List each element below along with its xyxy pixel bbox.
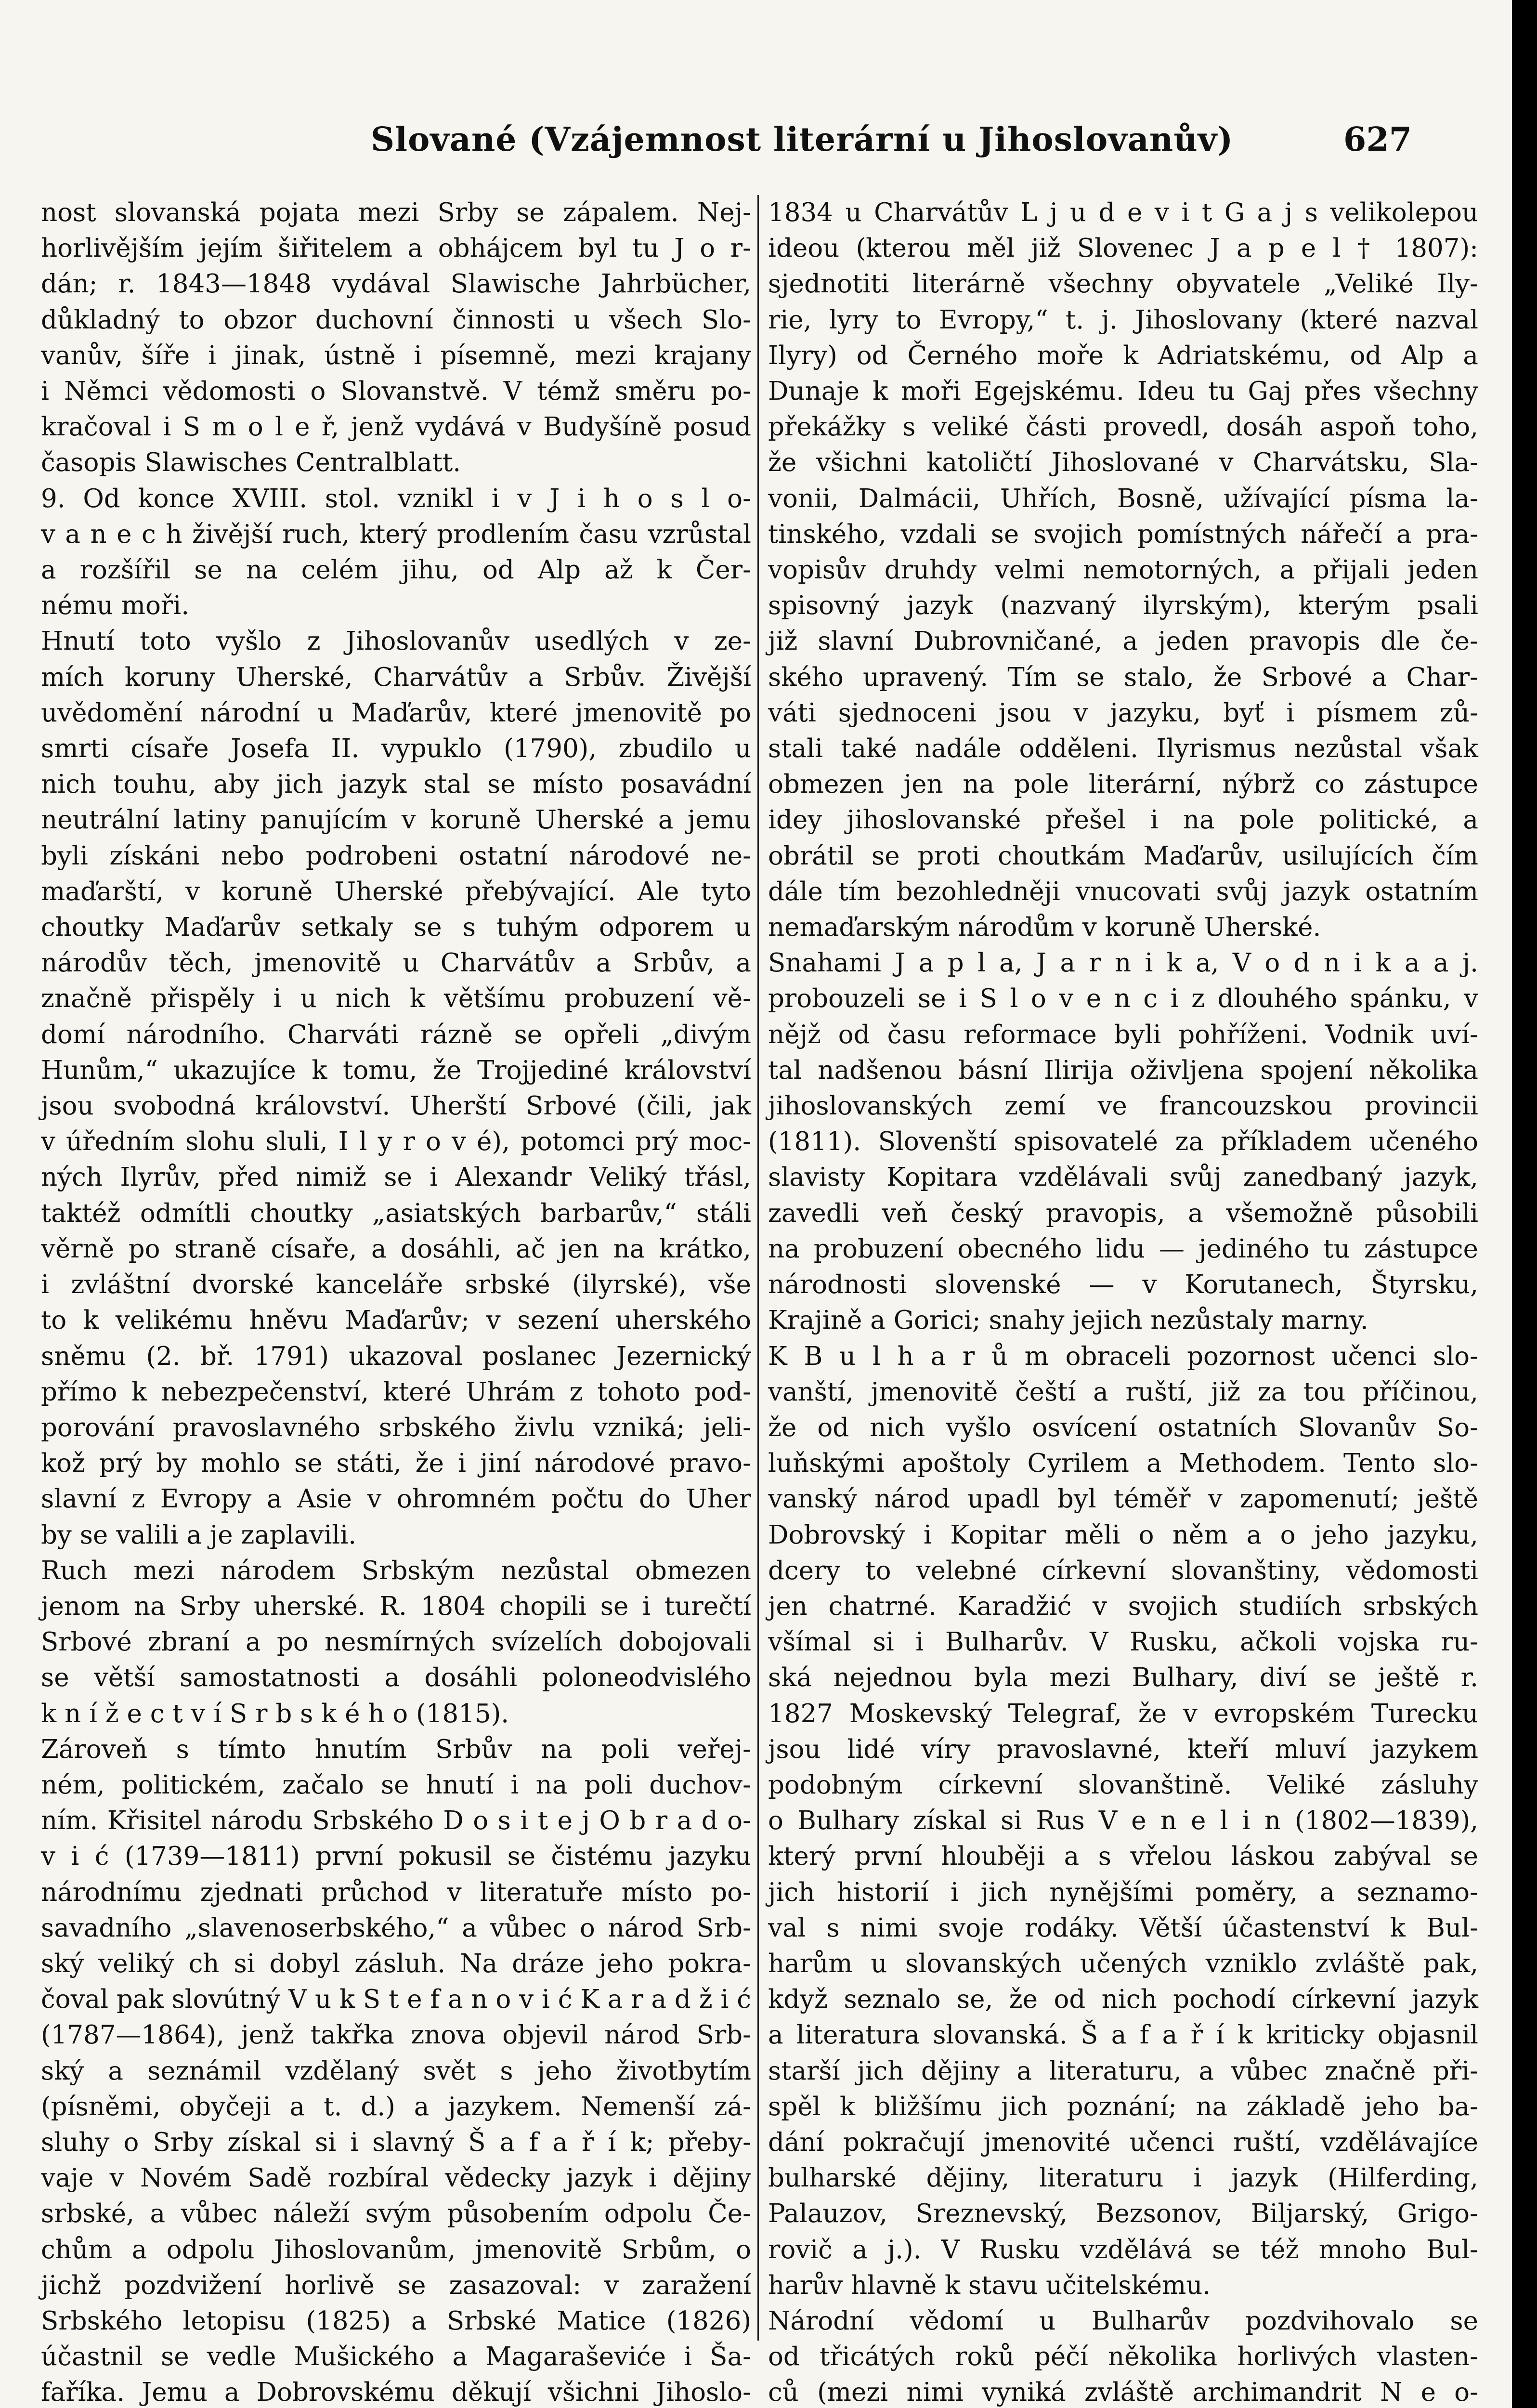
text-line: (písněmi, obyčeji a t. d.) a jazykem. Nemenší zá-	[41, 2092, 751, 2121]
text-line: že od nich vyšlo osvícení ostatních Slovanův So-	[768, 1413, 1478, 1442]
text-line: to k velikému hněvu Maďarův; v sezení uherského	[41, 1306, 751, 1335]
text-line: jsou lidé víry pravoslavné, kteří mluví jazykem	[768, 1734, 1478, 1764]
text-line: jen chatrné. Karadžić v svojich studiích srbských	[768, 1591, 1478, 1621]
text-line: Snahami J a p l a, J a r n i k a, V o d n i k a a j.	[768, 948, 1478, 978]
text-line: tinského, vzdali se svojich pomístných nářečí a pra-	[768, 519, 1478, 549]
text-line: národův těch, jmenovitě u Charvátův a Srbův, a	[41, 948, 751, 978]
text-line: se větší samostatnosti a dosáhli poloneodvislého	[41, 1663, 751, 1693]
text-line: 1827 Moskevský Telegraf, že v evropském Turecku	[768, 1699, 1478, 1728]
text-line: v i ć (1739—1811) první pokusil se čistému jazyku	[41, 1842, 751, 1871]
text-line: domí národního. Charváti rázně se opřeli „divým	[41, 1020, 751, 1049]
text-line: mích koruny Uherské, Charvátův a Srbův. Živější	[41, 662, 751, 692]
text-line: harův hlavně k stavu učitelskému.	[768, 2270, 1211, 2300]
text-line: když seznalo se, že od nich pochodí církevní jazyk	[768, 1985, 1478, 2015]
text-line: k n í ž e c t v í S r b s k é h o (1815).	[41, 1699, 509, 1728]
text-line: nějž od času reformace byli pohříženi. Vodnik uví-	[768, 1020, 1478, 1049]
text-line: vanští, jmenovitě čeští a ruští, již za tou příčinou,	[768, 1377, 1478, 1407]
text-line: starší jich dějiny a literaturu, a vůbec značně při-	[768, 2056, 1478, 2086]
text-line: maďarští, v koruně Uherské přebývající. Ale tyto	[41, 877, 751, 906]
text-line: savadního „slavenoserbského,“ a vůbec o národ Srb-	[41, 1913, 751, 1943]
text-line: nemaďarským národům v koruně Uherské.	[768, 913, 1321, 942]
text-line: ců (mezi nimi vyniká zvláště archimandrit N e o-	[768, 2378, 1478, 2408]
text-line: váti sjednoceni jsou v jazyku, byť i písmem zů-	[768, 698, 1478, 728]
text-line: smrti císaře Josefa II. vypuklo (1790), zbudilo u	[41, 734, 751, 764]
text-line: na probuzení obecného lidu — jediného tu zástupce	[768, 1234, 1478, 1264]
text-line: 1834 u Charvátův L j u d e v i t G a j s velikolepou	[768, 198, 1478, 227]
text-line: národnímu zjednati průchod v literatuře místo po-	[41, 1877, 751, 1907]
text-line: Srbského letopisu (1825) a Srbské Matice (1826)	[41, 2306, 751, 2336]
text-line: sjednotiti literárně všechny obyvatele „Veliké Ily-	[768, 269, 1478, 299]
text-line: nému moři.	[41, 591, 190, 621]
text-line: kračoval i S m o l e ř, jenž vydává v Budyšíně posud	[41, 412, 751, 442]
text-line: spěl k bližšímu jich poznání; na základě jeho ba-	[768, 2092, 1478, 2121]
text-line: ská nejednou byla mezi Bulhary, diví se ještě r.	[768, 1663, 1478, 1693]
text-line: i Němci vědomosti o Slovanstvě. V témž směru po-	[41, 377, 751, 406]
text-line: bulharské dějiny, literaturu i jazyk (Hilferding,	[768, 2163, 1478, 2193]
text-line: vanův, šíře i jinak, ústně i písemně, mezi krajany	[41, 340, 751, 370]
text-line: Zároveň s tímto hnutím Srbův na poli veřej-	[41, 1734, 751, 1764]
text-line: vopisův druhdy velmi nemotorných, a přijali jeden	[768, 555, 1478, 585]
text-line: Ilyry) od Černého moře k Adriatskému, od Alp a	[768, 340, 1478, 370]
text-line: 9. Od konce XVIII. stol. vznikl i v J i h o s l o-	[41, 484, 751, 513]
text-line: ideou (kterou měl již Slovenec J a p e l † 1807):	[768, 234, 1478, 263]
text-line: K B u l h a r ů m obraceli pozornost učenci slo-	[768, 1341, 1478, 1371]
text-line: ský a seznámil vzdělaný svět s jeho životbytím	[41, 2056, 751, 2086]
text-line: (1787—1864), jenž takřka znova objevil národ Srb-	[41, 2020, 751, 2050]
text-line: již slavní Dubrovničané, a jeden pravopis dle če-	[768, 627, 1478, 656]
text-line: faříka. Jemu a Dobrovskému děkují všichni Jihoslo-	[41, 2378, 751, 2408]
text-line: Hnutí toto vyšlo z Jihoslovanův usedlých v ze-	[41, 627, 751, 656]
text-line: jich historií i jich nynějšími poměry, a seznamo-	[768, 1877, 1478, 1907]
text-line: spisovný jazyk (nazvaný ilyrským), kterým psali	[768, 591, 1478, 621]
text-line: překážky s veliké části provedl, dosáh aspoň toho,	[768, 412, 1478, 442]
text-line: slavisty Kopitara vzdělávali svůj zanedbaný jazyk,	[768, 1163, 1478, 1192]
text-line: ský veliký ch si dobyl zásluh. Na dráze jeho pokra-	[41, 1949, 751, 1978]
text-line: nost slovanská pojata mezi Srby se zápalem. Nej-	[41, 198, 751, 227]
text-line: Srbové zbraní a po nesmírných svízelích dobojovali	[41, 1627, 751, 1657]
text-line: podobným církevní slovanštině. Veliké zásluhy	[768, 1770, 1478, 1800]
text-line: jichž pozdvižení horlivě se zasazoval: v zaražení	[41, 2270, 751, 2300]
left-text-column	[41, 195, 751, 2408]
text-line: věrně po straně císaře, a dosáhli, ač jen na krátko,	[41, 1234, 751, 1264]
text-line: Hunům,“ ukazujíce k tomu, že Trojjediné království	[41, 1055, 751, 1085]
text-line: národnosti slovenské — v Korutanech, Štyrsku,	[768, 1270, 1478, 1300]
text-line: sněmu (2. bř. 1791) ukazoval poslanec Jezernický	[41, 1341, 751, 1371]
text-line: rovič a j.). V Rusku vzdělává se též mnoho Bul-	[768, 2235, 1478, 2264]
text-line: probouzeli se i S l o v e n c i z dlouhého spánku, v	[768, 984, 1478, 1014]
text-line: by se valili a je zaplavili.	[41, 1520, 357, 1550]
text-line: srbské, a vůbec náleží svým působením odpolu Če-	[41, 2199, 751, 2229]
text-line: dání pokračují jmenovité učenci ruští, vzdělávajíce	[768, 2127, 1478, 2157]
text-line: dán; r. 1843—1848 vydával Slawische Jahrbücher,	[41, 269, 751, 299]
right-text-column	[768, 195, 1478, 2408]
text-line: taktéž odmítli choutky „asiatských barbarův,“ stáli	[41, 1198, 751, 1228]
text-line: obmezen jen na pole literární, nýbrž co zástupce	[768, 770, 1478, 799]
text-line: ných Ilyrův, před nimiž se i Alexandr Veliký třásl,	[41, 1163, 751, 1192]
text-line: důkladný to obzor duchovní činnosti u všech Slo-	[41, 305, 751, 335]
text-line: ského upravený. Tím se stalo, že Srbové a Char-	[768, 662, 1478, 692]
text-line: o Bulhary získal si Rus V e n e l i n (1802—1839),	[768, 1806, 1478, 1836]
text-line: v a n e c h živější ruch, který prodlením času vzrůstal	[41, 519, 751, 549]
text-line: který první hlouběji a s vřelou láskou zabýval se	[768, 1842, 1478, 1871]
text-line: neutrální latiny panujícím v koruně Uherské a jemu	[41, 805, 751, 835]
text-line: vonii, Dalmácii, Uhřích, Bosně, užívající písma la-	[768, 484, 1478, 513]
text-line: v úředním slohu sluli, I l y r o v é), potomci prý moc-	[41, 1127, 751, 1157]
text-line: i zvláštní dvorské kanceláře srbské (ilyrské), vše	[41, 1270, 751, 1300]
text-line: harům u slovanských učených vzniklo zvláště pak,	[768, 1949, 1478, 1978]
text-line: dcery to velebné církevní slovanštiny, vědomosti	[768, 1556, 1478, 1585]
text-line: časopis Slawisches Centralblatt.	[41, 448, 461, 478]
text-line: jihoslovanských zemí ve francouzskou provincii	[768, 1091, 1478, 1121]
text-line: od třicátých roků péčí několika horlivých vlasten-	[768, 2342, 1478, 2372]
text-line: ním. Křisitel národu Srbského D o s i t e j O b r a d o-	[41, 1806, 751, 1836]
text-line: obrátil se proti choutkám Maďarův, usilujících čím	[768, 841, 1478, 871]
text-line: byli získáni nebo podrobeni ostatní národové ne-	[41, 841, 751, 871]
text-line: choutky Maďarův setkaly se s tuhým odporem u	[41, 913, 751, 942]
text-line: idey jihoslovanské přešel i na pole politické, a	[768, 805, 1478, 835]
text-line: vaje v Novém Sadě rozbíral vědecky jazyk i dějiny	[41, 2163, 751, 2193]
text-line: kož prý by mohlo se státi, že i jiní národové pravo-	[41, 1449, 751, 1479]
text-line: všímal si i Bulharův. V Rusku, ačkoli vojska ru-	[768, 1627, 1478, 1657]
page-number: 627	[1343, 120, 1412, 159]
text-line: Krajině a Gorici; snahy jejich nezůstaly marny.	[768, 1306, 1368, 1335]
text-line: jsou svobodná království. Uherští Srbové (čili, jak	[41, 1091, 751, 1121]
text-line: dále tím bezohledněji vnucovati svůj jazyk ostatním	[768, 877, 1478, 906]
text-line: horlivějším jejím šiřitelem a obhájcem byl tu J o r-	[41, 234, 751, 263]
text-line: rie, lyry to Evropy,“ t. j. Jihoslovany (které nazval	[768, 305, 1478, 335]
text-line: že všichni katoličtí Jihoslované v Charvátsku, Sla-	[768, 448, 1478, 478]
text-line: sluhy o Srby získal si i slavný Š a f a ř í k; přeby-	[41, 2127, 751, 2157]
text-line: ném, politickém, začalo se hnutí i na poli duchov-	[41, 1770, 751, 1800]
text-line: zavedli veň český pravopis, a všemožně působili	[768, 1198, 1478, 1228]
text-line: Palauzov, Sreznevský, Bezsonov, Biljarský, Grigo-	[768, 2199, 1478, 2229]
text-line: stali také nadále odděleni. Ilyrismus nezůstal však	[768, 734, 1478, 764]
text-line: a literatura slovanská. Š a f a ř í k kriticky objasnil	[768, 2020, 1478, 2050]
text-line: čoval pak slovútný V u k S t e f a n o v i ć K a r a d ž i ć	[41, 1985, 751, 2015]
text-line: slavní z Evropy a Asie v ohromném počtu do Uher	[41, 1484, 751, 1514]
text-line: tal nadšenou básní Ilirija oživljena spojení několika	[768, 1055, 1478, 1085]
text-line: uvědomění národní u Maďarův, které jmenovitě po	[41, 698, 751, 728]
text-line: vanský národ upadl byl téměř v zapomenutí; ještě	[768, 1484, 1478, 1514]
text-line: Národní vědomí u Bulharův pozdvihovalo se	[768, 2306, 1478, 2336]
text-line: chům a odpolu Jihoslovanům, jmenovitě Srbům, o	[41, 2235, 751, 2264]
text-line: jenom na Srby uherské. R. 1804 chopili se i turečtí	[41, 1591, 751, 1621]
text-line: značně přispěly i u nich k většímu probuzení vě-	[41, 984, 751, 1014]
running-head: Slované (Vzájemnost literární u Jihoslovanův)	[371, 120, 1234, 159]
text-line: a rozšířil se na celém jihu, od Alp až k Čer-	[41, 555, 751, 585]
text-line: porování pravoslavného srbského živlu vzniká; jeli-	[41, 1413, 751, 1442]
text-line: Ruch mezi národem Srbským nezůstal obmezen	[41, 1556, 751, 1585]
column-divider	[757, 195, 759, 2341]
text-line: luňskými apoštoly Cyrilem a Methodem. Tento slo-	[768, 1449, 1478, 1479]
text-line: Dobrovský i Kopitar měli o něm a o jeho jazyku,	[768, 1520, 1478, 1550]
text-line: val s nimi svoje rodáky. Větší účastenství k Bul-	[768, 1913, 1478, 1943]
text-line: přímo k nebezpečenství, které Uhrám z tohoto pod-	[41, 1377, 751, 1407]
text-line: Dunaje k moři Egejskému. Ideu tu Gaj přes všechny	[768, 377, 1478, 406]
text-line: účastnil se vedle Mušického a Magaraševiće i Ša-	[41, 2342, 751, 2372]
text-line: nich touhu, aby jich jazyk stal se místo posavádní	[41, 770, 751, 799]
text-line: (1811). Slovenští spisovatelé za příkladem učeného	[768, 1127, 1478, 1157]
